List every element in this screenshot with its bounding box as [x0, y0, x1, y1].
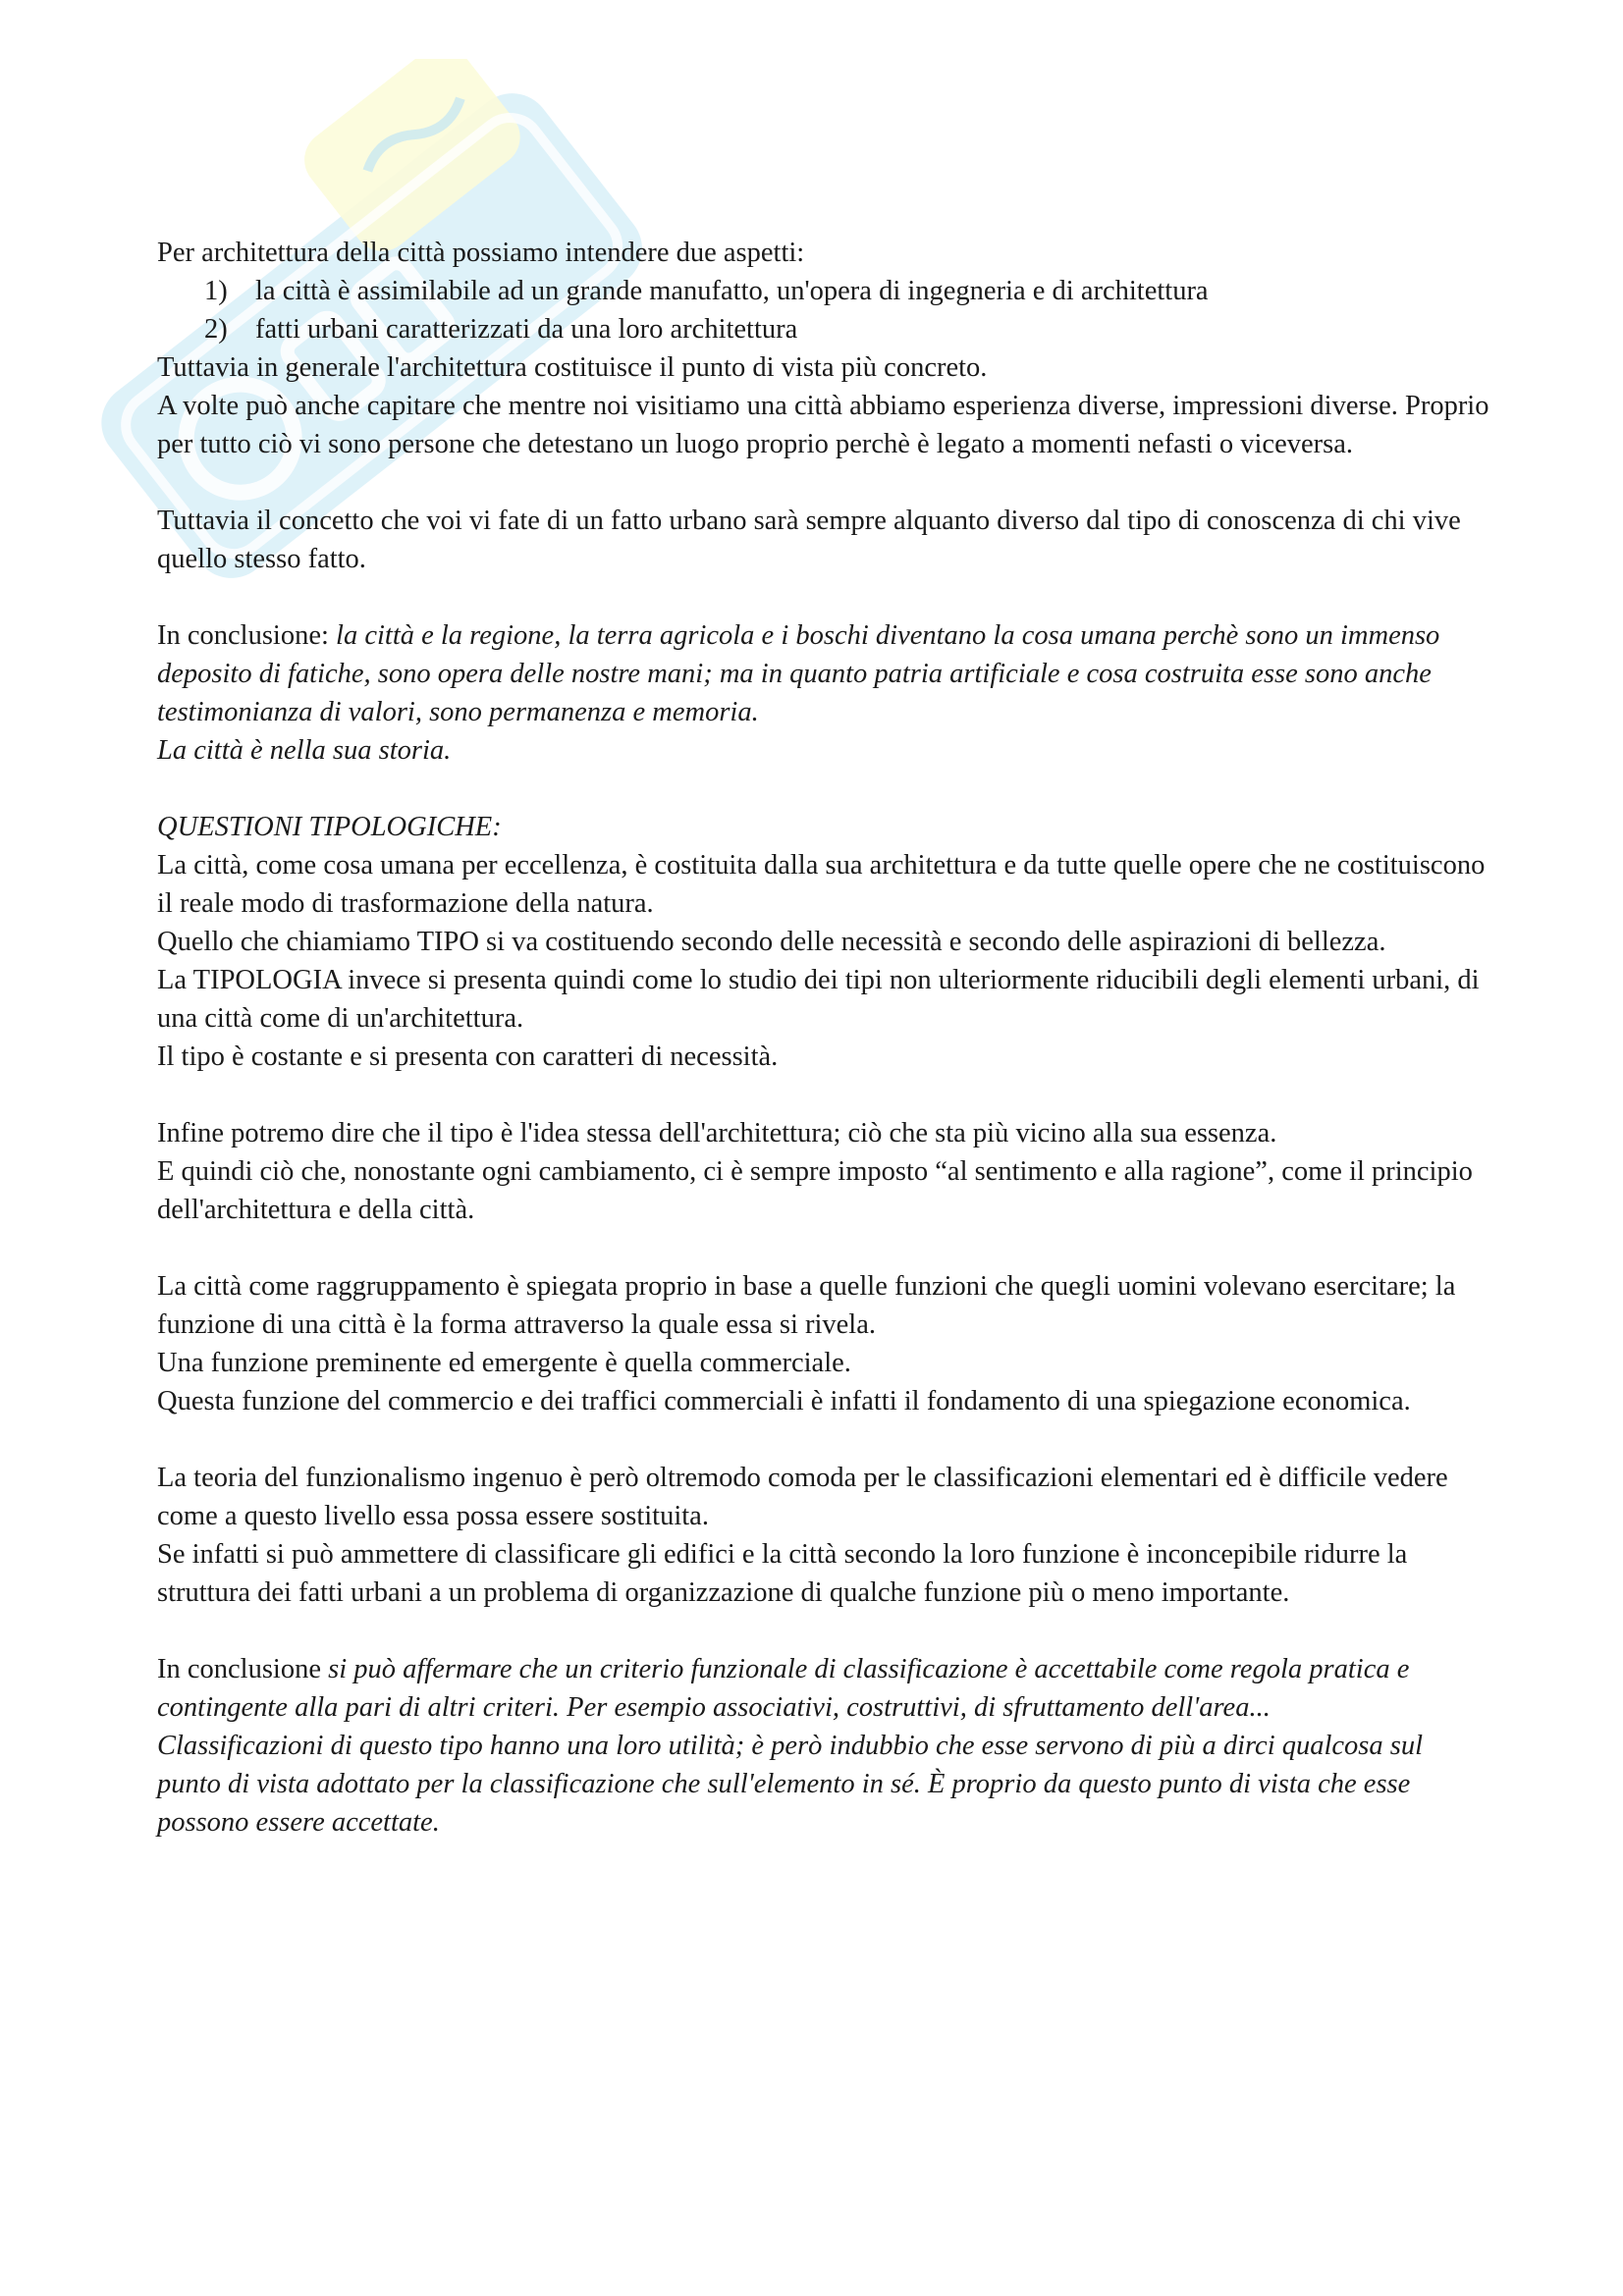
paragraph: Se infatti si può ammettere di classificare gli edifici e la città secondo la loro funzione è inconcepibile ridurre la struttura dei fatti urbani a un problema di organizzazione di qualche funzione più o meno importante. [157, 1539, 1408, 1608]
paragraph [157, 1727, 1492, 1842]
paragraph: La città, come cosa umana per eccellenza, è costituita dalla sua architettura e da tutte quelle opere che ne costituiscono il reale modo di trasformazione della natura. [157, 850, 1486, 919]
paragraph: A volte può anche capitare che mentre noi visitiamo una città abbiamo esperienza diverse, impressioni diverse. Proprio per tutto ciò vi sono persone che detestano un luogo proprio perchè è legato a momenti nefasti o viceversa. [157, 391, 1489, 459]
paragraph: E quindi ciò che, nonostante ogni cambiamento, ci è sempre imposto “al sentimento e alla ragione”, come il principio dell'architettura e della città. [157, 1156, 1473, 1225]
list-item-text: la città è assimilabile ad un grande manufatto, un'opera di ingegneria e di architettura [255, 276, 1209, 306]
paragraph: Una funzione preminente ed emergente è quella commerciale. [157, 1348, 851, 1378]
intro-heading-line: Per architettura della città possiamo intendere due aspetti: [157, 238, 805, 268]
paragraph: La TIPOLOGIA invece si presenta quindi come lo studio dei tipi non ulteriormente riducibili degli elementi urbani, di una città come di un'architettura. [157, 965, 1480, 1034]
conclusion-italic: la città e la regione, la terra agricola e i boschi diventano la cosa umana perchè sono un immenso deposito di fatiche, sono opera delle nostre mani; ma in quanto patria artificiale e cosa costruita esse sono anche testimonianza di valori, sono permanenza e memoria. [157, 620, 1440, 727]
conclusion-lead: In conclusione [157, 1654, 329, 1684]
paragraph: La città come raggruppamento è spiegata proprio in base a quelle funzioni che quegli uomini volevano esercitare; la funzione di una città è la forma attraverso la quale essa si rivela. [157, 1271, 1456, 1340]
conclusion-italic-line: La città è nella sua storia. [157, 735, 452, 766]
paragraph: Questa funzione del commercio e dei traffici commerciali è infatti il fondamento di una spiegazione economica. [157, 1386, 1411, 1416]
conclusion-italic-paragraph: Classificazioni di questo tipo hanno una loro utilità; è però indubbio che esse servono di più a dirci qualcosa sul punto di vista adottato per la classificazione che sull'elemento in sé. È proprio da questo punto di vista che esse possono essere accettate. [157, 1731, 1424, 1838]
aspects-list [157, 272, 1492, 348]
paragraph: Tuttavia in generale l'architettura costituisce il punto di vista più concreto. [157, 352, 988, 383]
paragraph: Tuttavia il concetto che voi vi fate di un fatto urbano sarà sempre alquanto diverso dal tipo di conoscenza di chi vive quello stesso fatto. [157, 506, 1461, 574]
section-heading-text: QUESTIONI TIPOLOGICHE: [157, 812, 502, 842]
paragraph [157, 731, 1492, 770]
paragraph: Quello che chiamiamo TIPO si va costituendo secondo delle necessità e secondo delle aspirazioni di bellezza. [157, 927, 1386, 957]
list-item-text: fatti urbani caratterizzati da una loro architettura [255, 314, 798, 345]
list-number: 1) [204, 276, 228, 306]
list-item [157, 310, 1492, 348]
section-heading [157, 808, 1492, 846]
conclusion-italic: si può affermare che un criterio funzionale di classificazione è accettabile come regola pratica e contingente alla pari di altri criteri. Per esempio associativi, costruttivi, di sfruttamento dell'area... [157, 1654, 1410, 1723]
conclusion-paragraph [157, 1650, 1492, 1727]
list-number: 2) [204, 314, 228, 345]
document-body [157, 234, 1492, 1842]
conclusion-lead: In conclusione: [157, 620, 337, 651]
list-item [157, 272, 1492, 310]
paragraph: Infine potremo dire che il tipo è l'idea stessa dell'architettura; ciò che sta più vicino alla sua essenza. [157, 1118, 1277, 1148]
conclusion-paragraph [157, 616, 1492, 731]
paragraph: La teoria del funzionalismo ingenuo è però oltremodo comoda per le classificazioni elementari ed è difficile vedere come a questo livello essa possa essere sostituita. [157, 1463, 1448, 1531]
paragraph: Il tipo è costante e si presenta con caratteri di necessità. [157, 1041, 779, 1072]
